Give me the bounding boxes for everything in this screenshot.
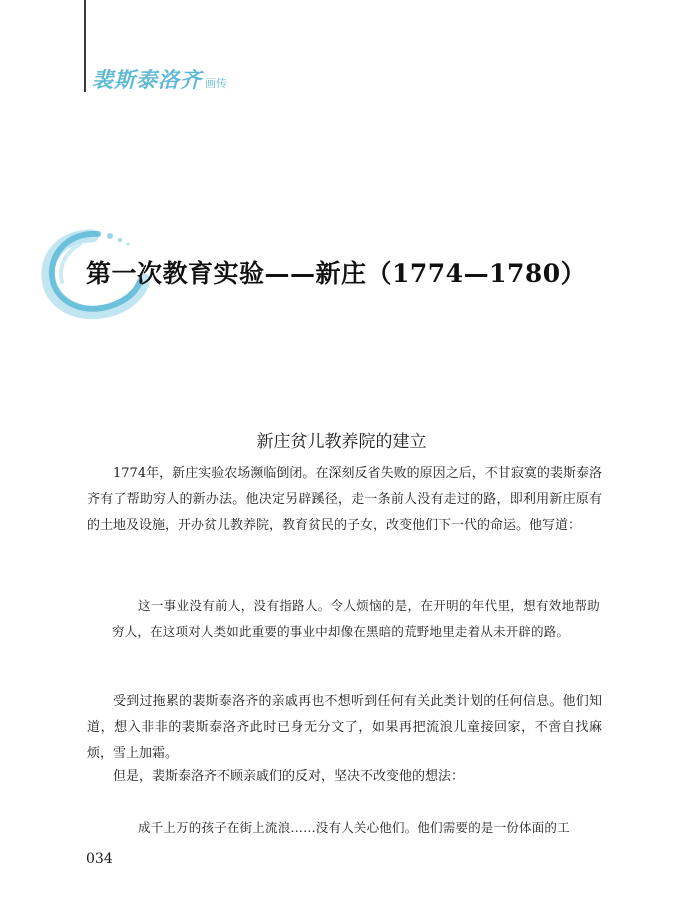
running-head (92, 64, 227, 94)
body-paragraph-3: 但是，裴斯泰洛齐不顾亲戚们的反对，坚决不改变他的想法： (113, 769, 465, 784)
block-quote-1: 这一事业没有前人，没有指路人。令人烦恼的是，在开明的年代里，想有效地帮助穷人，在这项对人类如此重要的事业中却像在黑暗的荒野地里走着从未开辟的路。 (112, 598, 600, 639)
body-paragraph-2: 受到过拖累的裴斯泰洛齐的亲戚再也不想听到任何有关此类计划的任何信息。他们知道，想入非非的裴斯泰洛齐此时已身无分文了，如果再把流浪儿童接回家，不啻自找麻烦，雪上加霜。 (87, 694, 602, 761)
margin-rule (84, 0, 86, 92)
chapter-title: 第一次教育实验——新庄（1774—1780） (86, 259, 587, 288)
running-head-subtitle: 画传 (205, 77, 227, 90)
page-number: 034 (86, 851, 113, 867)
section-title: 新庄贫儿教养院的建立 (256, 432, 427, 452)
body-paragraph-1: 1774年，新庄实验农场濒临倒闭。在深刻反省失败的原因之后，不甘寂寞的裴斯泰洛齐有了帮助穷人的新办法。他决定另辟蹊径，走一条前人没有走过的路，即利用新庄原有的土地及设施，开办贫儿教养院，教育贫民的子女，改变他们下一代的命运。他写道： (87, 466, 602, 533)
block-quote-2: 成千上万的孩子在街上流浪……没有人关心他们。他们需要的是一份体面的工 (138, 820, 570, 835)
running-head-series: 裴斯泰洛齐 (92, 67, 202, 92)
